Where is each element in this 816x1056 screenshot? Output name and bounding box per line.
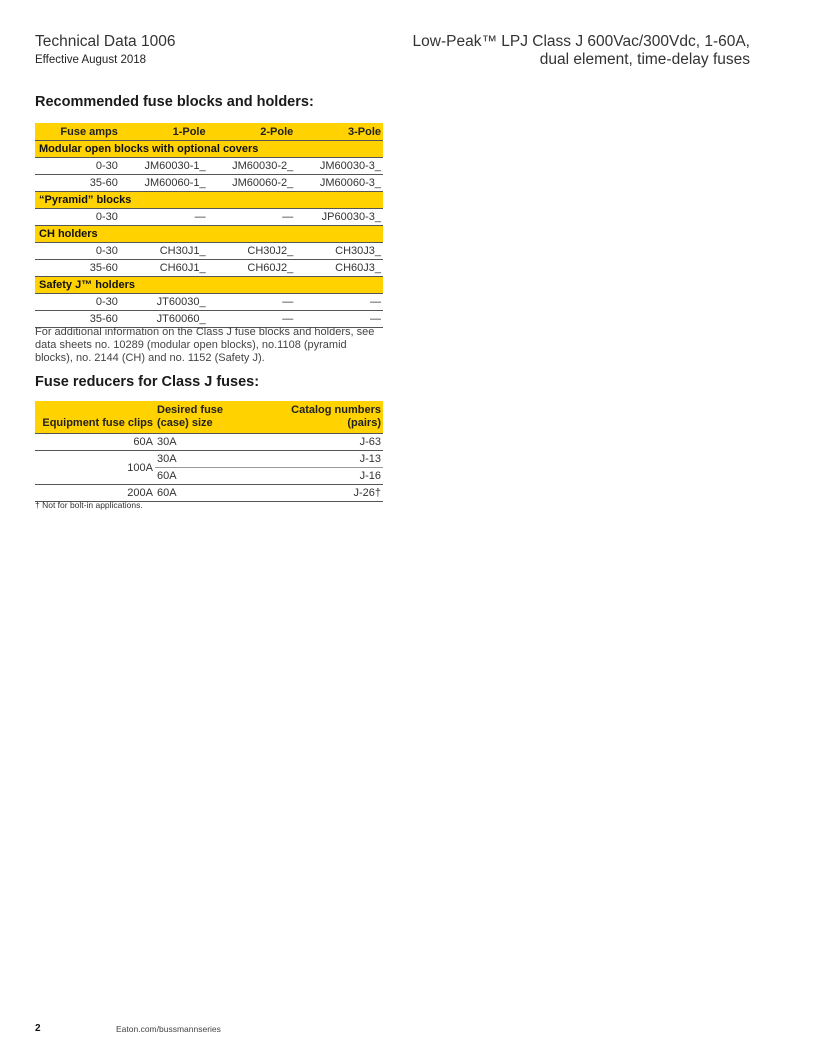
col-catalog-line2: (pairs) xyxy=(347,417,381,429)
table-row xyxy=(35,294,383,311)
document-header xyxy=(35,33,175,66)
table-row xyxy=(35,243,383,260)
cell-1-pole: CH30J1_ xyxy=(120,243,208,260)
section-title: CH holders xyxy=(35,226,383,243)
table-row xyxy=(35,209,383,226)
cell-3-pole: — xyxy=(295,311,383,328)
effective-date: Effective August 2018 xyxy=(35,54,147,66)
section-title: “Pyramid” blocks xyxy=(35,192,383,209)
doc-title: Technical Data 1006 xyxy=(35,33,176,50)
col-desired-size-line1: Desired fuse xyxy=(157,404,224,416)
cell-size: 60A xyxy=(157,487,177,499)
section-row xyxy=(35,226,383,243)
fuse-blocks-table xyxy=(35,123,383,328)
table-row xyxy=(35,158,383,175)
cell-3-pole: JP60030-3_ xyxy=(295,209,383,226)
cell-3-pole: JM60060-3_ xyxy=(295,175,383,192)
col-catalog-numbers xyxy=(269,401,383,434)
cell-catalog: J-63 xyxy=(359,436,381,448)
col-3-pole: 3-Pole xyxy=(295,123,383,141)
cell-catalog: J-26† xyxy=(353,487,381,499)
col-fuse-amps: Fuse amps xyxy=(35,123,120,141)
table-row xyxy=(35,451,383,468)
cell-amps: 0-30 xyxy=(35,243,120,260)
cell-size: 30A xyxy=(157,436,177,448)
cell-amps: 0-30 xyxy=(35,158,120,175)
cell-3-pole: — xyxy=(295,294,383,311)
footer-url: Eaton.com/bussmannseries xyxy=(116,1024,221,1034)
cell-clips: 100A xyxy=(35,451,155,485)
cell-2-pole: JM60030-2_ xyxy=(208,158,296,175)
cell-catalog: J-13 xyxy=(269,451,383,468)
cell-size: 60A xyxy=(157,470,177,482)
col-1-pole: 1-Pole xyxy=(120,123,208,141)
cell-amps: 0-30 xyxy=(35,209,120,226)
cell-1-pole: JM60030-1_ xyxy=(120,158,208,175)
cell-size: 30A xyxy=(155,451,269,468)
section-row xyxy=(35,141,383,158)
section-title: Safety J™ holders xyxy=(35,277,383,294)
product-title xyxy=(413,33,750,69)
table-row xyxy=(35,485,383,502)
table-header-row xyxy=(35,401,383,434)
table-row xyxy=(35,260,383,277)
cell-1-pole: JM60060-1_ xyxy=(120,175,208,192)
fuse-reducers-table xyxy=(35,401,383,502)
cell-amps: 35-60 xyxy=(35,260,120,277)
cell-catalog: J-16 xyxy=(359,470,381,482)
reducers-footnote: † Not for bolt-in applications. xyxy=(35,500,143,510)
product-title-line2: dual element, time-delay fuses xyxy=(539,51,750,68)
cell-amps: 35-60 xyxy=(35,175,120,192)
cell-2-pole: — xyxy=(208,311,296,328)
cell-1-pole: JT60030_ xyxy=(120,294,208,311)
product-title-line1: Low-Peak™ LPJ Class J 600Vac/300Vdc, 1-60A, xyxy=(412,33,750,50)
fuse-blocks-heading: Recommended fuse blocks and holders: xyxy=(35,94,314,110)
cell-3-pole: CH60J3_ xyxy=(295,260,383,277)
cell-amps: 35-60 xyxy=(35,311,120,328)
cell-2-pole: CH30J2_ xyxy=(208,243,296,260)
section-title: Modular open blocks with optional covers xyxy=(35,141,383,158)
cell-3-pole: JM60030-3_ xyxy=(295,158,383,175)
col-catalog-line1: Catalog numbers xyxy=(291,404,381,416)
cell-clips: 200A xyxy=(127,487,153,499)
cell-1-pole: JT60060_ xyxy=(120,311,208,328)
section-row xyxy=(35,192,383,209)
table-row xyxy=(35,311,383,328)
cell-1-pole: CH60J1_ xyxy=(120,260,208,277)
table-row xyxy=(35,175,383,192)
table-row xyxy=(35,434,383,451)
fuse-reducers-heading: Fuse reducers for Class J fuses: xyxy=(35,374,260,390)
cell-2-pole: — xyxy=(208,294,296,311)
cell-2-pole: CH60J2_ xyxy=(208,260,296,277)
col-equipment-clips: Equipment fuse clips xyxy=(35,401,155,434)
cell-clips: 60A xyxy=(133,436,153,448)
page-number: 2 xyxy=(35,1023,41,1034)
table-header-row xyxy=(35,123,383,141)
cell-2-pole: — xyxy=(208,209,296,226)
blocks-note: For additional information on the Class J fuse blocks and holders, see data sheets no. 10289 (modular open blocks), no.1108 (pyramid blocks), no. 2144 (CH) and no. 1152 (Safety J). xyxy=(35,326,375,364)
cell-amps: 0-30 xyxy=(35,294,120,311)
col-2-pole: 2-Pole xyxy=(208,123,296,141)
section-row xyxy=(35,277,383,294)
cell-1-pole: — xyxy=(120,209,208,226)
col-desired-size-line2: (case) size xyxy=(157,417,213,429)
col-desired-size xyxy=(155,401,269,434)
cell-2-pole: JM60060-2_ xyxy=(208,175,296,192)
cell-3-pole: CH30J3_ xyxy=(295,243,383,260)
